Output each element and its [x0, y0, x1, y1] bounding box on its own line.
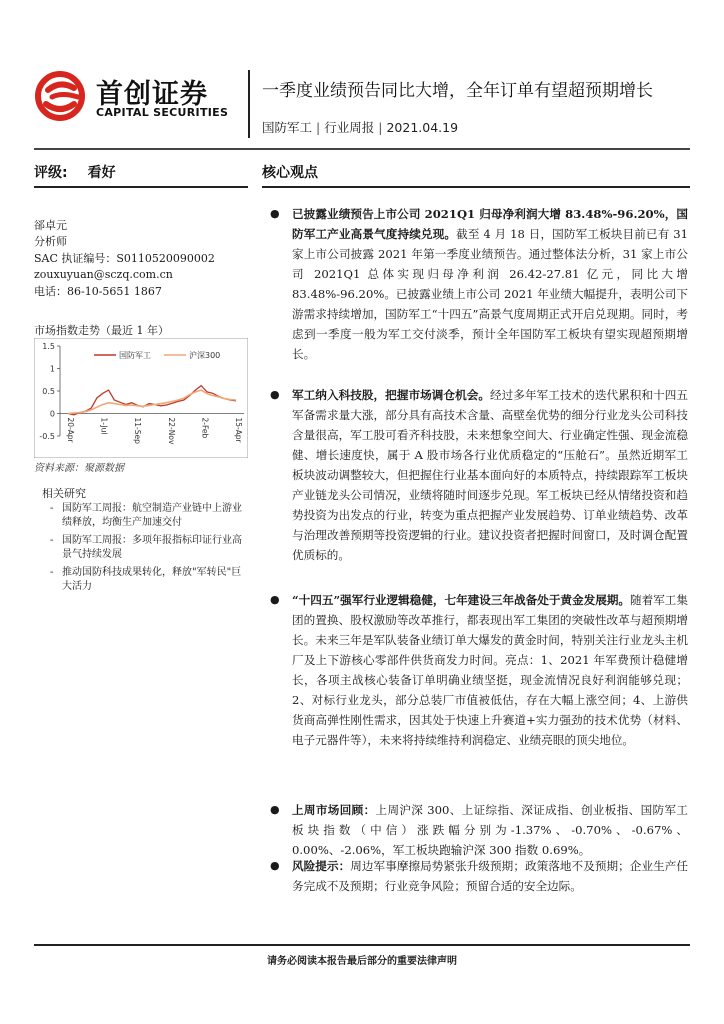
- report-title: 一季度业绩预告同比大增，全年订单有望超预期增长: [262, 81, 653, 101]
- y-tick-label: 1.5: [42, 342, 55, 351]
- main-rule: [262, 186, 690, 188]
- x-tick-label: 11-Sep: [133, 417, 143, 444]
- analyst-email[interactable]: zouxuyuan@sczq.com.cn: [34, 268, 173, 282]
- bullet-icon: ●: [270, 859, 280, 872]
- analyst-name: 郤卓元: [34, 219, 67, 232]
- bullet-icon: -: [50, 535, 54, 546]
- bullet-icon: ●: [270, 207, 280, 220]
- rating-value: 看好: [87, 165, 116, 181]
- analyst-phone: 电话：86-10-5651 1867: [34, 284, 162, 298]
- analyst-license: SAC 执证编号：S0110520090002: [34, 251, 215, 265]
- y-tick-label: -0.5: [39, 432, 55, 441]
- bullet-icon: -: [50, 567, 54, 578]
- report-type: 行业周报: [324, 120, 375, 135]
- analyst-role: 分析师: [34, 235, 67, 249]
- bullet-icon: ●: [270, 388, 280, 401]
- core-view-list: [270, 204, 688, 893]
- legal-notice: 请务必阅读本报告最后部分的重要法律声明: [267, 956, 457, 967]
- y-tick-label: 0: [49, 409, 55, 419]
- legend-label: 沪深300: [189, 351, 221, 360]
- related-research-list: [34, 502, 248, 598]
- capital-securities-logo-icon: [34, 70, 94, 122]
- index-trend-chart: [34, 338, 248, 458]
- header-rule: [34, 148, 690, 150]
- chart-source: 资料来源：聚源数据: [34, 463, 124, 474]
- related-item[interactable]: - 国防军工周报：多项年报指标印证行业高景气持续发展: [50, 535, 242, 560]
- report-subtitle: 国防军工 | 行业周报 | 2021.04.19: [262, 120, 459, 135]
- x-tick-label: 22-Nov: [166, 417, 176, 445]
- bullet-icon: ●: [270, 593, 280, 606]
- legend-label: 国防军工: [119, 351, 151, 360]
- core-view-item: ● 上周市场回顾：上周沪深 300、上证综指、深证成指、创业板指、国防军工板块指数（中信）涨跌幅分别为-1.37%、-0.70%、-0.67%、0.00%、-2.06%，军工板块跑输沪深 300 指数 0.69%。: [270, 800, 688, 860]
- header-divider: [248, 70, 250, 138]
- core-view-item: ● 军工纳入科技股，把握市场调仓机会。经过多年军工技术的迭代累积和十四五军备需求量大涨，部分具有高技术含量、高壁垒优势的细分行业龙头公司科技含量很高，军工股可看齐科技股，未来想象空间大、行业确定性强、现金流稳健、增长速度快，属于 A 股市场各行业优质稳定的“压舱石”。虽然近期军工板块波动调整较大，但把握住行业基本面向好的本质特点，持续跟踪军工板块产业链龙头公司情况，业绩将随时间逐步兑现。军工板块已经从情绪投资和趋势投资为出发点的行业，转变为重点把握产业发展趋势、订单业绩趋势、改革与治理改善预期等投资逻辑的行业。建议投资者把握时间窗口，及时调仓配置优质标的。: [270, 385, 688, 565]
- y-tick-label: 0.5: [42, 387, 55, 396]
- core-view-item: ● 风险提示：周边军事摩擦局势紧张升级预期；政策落地不及预期；企业生产任务完成不及预期；行业竞争风险；预留合适的安全边际。: [270, 856, 688, 896]
- x-tick-label: 15-Apr: [234, 417, 243, 443]
- sector-label: 国防军工: [262, 120, 313, 135]
- brand-name-cn: 首创证券: [96, 79, 208, 110]
- x-tick-label: 2-Feb: [200, 417, 210, 439]
- sidebar-rule: [34, 186, 248, 188]
- chart-title: 市场指数走势（最近 1 年）: [34, 324, 169, 337]
- core-view-item: ● “十四五”强军行业逻辑稳健，七年建设三年战备处于黄金发展期。随着军工集团的置换、股权激励等改革推行，都表现出军工集团的突破性改革与超预期增长。未来三年是军队装备业绩订单大爆发的黄金时间，特别关注行业龙头主机厂及上下游核心零部件供货商发力时间。亮点：1、2021 年军费预计稳健增长，各项主战核心装备订单明确业绩坚挺，现金流情况良好利润能够兑现；2、对标行业龙头，部分总装厂市值被低估，存在大幅上涨空间；4、上游供货商高弹性刚性需求，因其处于快速上升赛道+实力强劲的技术优势（材料、电子元器件等），未来将持续维持利润稳定、业绩亮眼的顶尖地位。: [270, 590, 688, 750]
- related-item[interactable]: - 推动国防科技成果转化，释放"军转民"巨大活力: [50, 567, 242, 592]
- brand-name-en: CAPITAL SECURITIES: [96, 106, 229, 119]
- analyst-info: [34, 218, 215, 300]
- x-tick-label: 1-Jul: [99, 417, 109, 435]
- rating: [34, 162, 116, 182]
- related-research-title: 相关研究: [42, 487, 86, 500]
- core-view-item: ● 已披露业绩预告上市公司 2021Q1 归母净利润大增 83.48%-96.20%，国防军工产业高景气度持续兑现。截至 4 月 18 日，国防军工板块目前已有 31 家上市公司披露 2021 年第一季度业绩预告。通过整体法分析，31 家上市公司 2021Q1 总体实现归母净利润 26.42-27.81 亿元，同比大增 83.48%-96.20%。已披露业绩上市公司 2021 年业绩大幅提升，表明公司下游需求持续增加，国防军工“十四五”高景气度周期正式开启兑现期。同时，考虑到一季度一般为军工交付淡季，预计全年国防军工板块有望实现超预期增长。: [270, 204, 688, 364]
- bullet-icon: ●: [270, 803, 280, 816]
- footer-rule: [34, 944, 690, 946]
- rating-label: 评级:: [34, 165, 68, 181]
- related-item[interactable]: - 国防军工周报：航空制造产业链中上游业绩释放，均衡生产加速交付: [50, 503, 242, 528]
- report-date: 2021.04.19: [386, 120, 459, 135]
- y-tick-label: 1: [49, 364, 55, 374]
- core-view-title: 核心观点: [262, 165, 318, 181]
- x-tick-label: 20-Apr: [66, 417, 75, 443]
- bullet-icon: -: [50, 503, 54, 514]
